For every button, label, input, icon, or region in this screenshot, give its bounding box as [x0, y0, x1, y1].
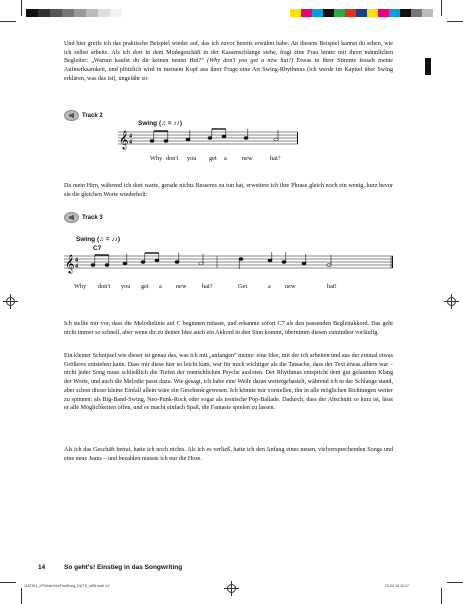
- crop-mark: [0, 582, 16, 583]
- color-swatch: [86, 9, 98, 17]
- lyric-word: get: [141, 283, 149, 290]
- lyric-word: you: [121, 283, 131, 290]
- svg-text:4: 4: [129, 139, 132, 146]
- paragraph-italic-text: (Why don't you get a new hat?): [207, 58, 294, 65]
- lyric-word: new: [285, 283, 296, 290]
- crop-mark: [441, 588, 442, 604]
- lyric-word: get: [209, 155, 217, 162]
- color-swatch: [334, 9, 345, 17]
- swing-indication: Swing (♫ = ♪♪): [76, 236, 121, 243]
- lyric-word: new: [242, 155, 253, 162]
- grayscale-color-bar: [26, 9, 122, 17]
- lyric-word: you: [187, 155, 197, 162]
- chord-symbol: C7: [93, 245, 102, 252]
- svg-text:4: 4: [75, 263, 78, 270]
- color-swatch: [312, 9, 323, 17]
- music-staff-example-1: [118, 126, 298, 156]
- svg-text:𝄞: 𝄞: [119, 130, 129, 149]
- crop-mark: [447, 582, 463, 583]
- running-footer-title: So geht's! Einstieg in das Songwriting: [64, 564, 183, 571]
- color-swatch: [389, 9, 400, 17]
- lyric-word: hat?: [270, 155, 281, 162]
- color-swatch: [38, 9, 50, 17]
- color-swatch: [367, 9, 378, 17]
- lyric-word: don't: [98, 283, 111, 290]
- color-swatch: [301, 9, 312, 17]
- color-swatch: [422, 9, 433, 17]
- paragraph-conclusion: [64, 446, 393, 463]
- color-swatch: [411, 9, 422, 17]
- color-swatch: [290, 9, 301, 17]
- paragraph-text: Ich stellte mir vor, dass die Melodielinie auf C beginnen müsste, und erkannte sofort C7 als den passenden Begleitakkord. Das geht nicht immer so schnell, aber wenn dir zu deiner Idee auch ein Akkord in den Sinn kommt, übernimm diesen zumindest vorläufig.: [64, 321, 393, 336]
- speaker-icon: [64, 110, 79, 121]
- paragraph-extension: [64, 182, 393, 199]
- music-staff-example-2: [64, 252, 393, 278]
- process-color-bar: [290, 9, 433, 17]
- lyric-word: a: [224, 155, 227, 162]
- color-swatch: [62, 9, 74, 17]
- color-swatch: [98, 9, 110, 17]
- crop-mark: [0, 21, 16, 22]
- color-swatch: [356, 9, 367, 17]
- lyric-word: Why: [74, 283, 87, 290]
- paragraph-text: Etwas in ihrer Stimme fesselt meine Aufmerksamkeit, und plötzlich wird in meinem Kopf aus ihrer Frage eine Art Swing-Rhythmus (ich werde im Kapitel über Swing erklären, was das ist), ungefähr so:: [64, 58, 394, 82]
- registration-mark-icon: [447, 297, 456, 306]
- paragraph-text: Ein kleiner Schnipsel wie dieser ist genau das, was ich mit „anfangen“ meine: eine Idee, mit der ich arbeiten und aus der einmal etwas Größeres entstehen kann. Dass mir diese hier so leicht kam, war für mich wichtiger als die Tatsache, dass der Text etwas albern war – nicht jeder Song muss schließlich die Tiefen der menschlichen Psyche ausloten. Der Rhythmus entspricht dem gut gelaunten Klang der Worte, und auch die Melodie passt dazu. Wie gesagt, ich habe eine Weile daran weitergebastelt, während ich in der Schlange stand, aber schon dieser kleine Einfall allein wäre ein Geschenk gewesen. Ich könnte mir vorstellen, ihn in alle möglichen Richtungen weiter zu spinnen: als Big-Band-Swing, Neo-Punk-Rock oder sogar als ironische Pop-Ballade. Dadurch, dass der Abschnitt so kurz ist, lässt er alle Möglichkeiten offen, und es macht einfach Spaß, die Fantasie spielen zu lassen.: [64, 353, 393, 412]
- registration-mark-icon: [227, 584, 236, 593]
- crop-mark: [447, 21, 463, 22]
- lyric-word: Get: [238, 283, 248, 290]
- svg-text:𝄞: 𝄞: [65, 254, 75, 273]
- svg-text:4: 4: [129, 133, 132, 140]
- paragraph-text: Da mein Hirn, während ich dort warte, gerade nichts Besseres zu tun hat, erweitere ich ihre Phrase gleich noch ein wenig, kurz bevor sie die gleichen Worte wiederholt:: [64, 183, 393, 198]
- track-label: Track 3: [82, 214, 103, 221]
- crop-mark: [21, 0, 22, 16]
- lyric-word: new: [176, 283, 187, 290]
- paragraph-text: Und hier greifs ich das praktische Beispiel wieder auf, das ich zuvor bereits erwähnt habe. An diesem Beispiel kannst du sehen, wie ich selbst arbeite. Als ich dort in dem Modegeschäft in der Kassenschlange stehe, fragt eine Frau hinter mir ihren männlichen Begleiter: „Warum kaufst du dir keinen neuen Hut?“: [64, 41, 393, 65]
- lyric-word: don't: [166, 155, 179, 162]
- speaker-icon: [64, 212, 79, 223]
- crop-mark: [21, 588, 22, 604]
- chapter-thumb-tab: [425, 58, 431, 75]
- crop-mark: [441, 0, 442, 16]
- color-swatch: [110, 9, 122, 17]
- paragraph-intro: [64, 40, 393, 84]
- print-slug-date: 23.03.16 10:17: [385, 584, 409, 588]
- color-swatch: [74, 9, 86, 17]
- track-label: Track 2: [82, 112, 103, 119]
- lyric-word: a: [268, 283, 271, 290]
- paragraph-melody: [64, 320, 393, 337]
- color-swatch: [50, 9, 62, 17]
- page-number: 14: [38, 564, 46, 571]
- paragraph-snippet: [64, 352, 393, 413]
- track-2-audio-link[interactable]: [64, 110, 103, 121]
- color-swatch: [323, 9, 334, 17]
- svg-text:4: 4: [75, 257, 78, 264]
- lyric-word: a: [159, 283, 162, 290]
- lyric-word: Why: [150, 155, 163, 162]
- color-swatch: [345, 9, 356, 17]
- color-swatch: [378, 9, 389, 17]
- track-3-audio-link[interactable]: [64, 212, 103, 223]
- lyric-word: hat!: [327, 283, 337, 290]
- print-slug-filename: 1157511_HTWriteYourFirstSong_DUTS_rd05.indd 14: [24, 584, 109, 588]
- paragraph-text: Als ich das Geschäft betrat, hatte ich noch nichts. Als ich es verließ, hatte ich den Anfang eines neuen, vielversprechenden Songs und eine neue Jeans – und bezahlen musste ich nur die Hose.: [64, 447, 393, 462]
- color-swatch: [400, 9, 411, 17]
- color-swatch: [26, 9, 38, 17]
- swing-indication: Swing (♫ = ♪♪): [138, 120, 183, 127]
- registration-mark-icon: [6, 297, 15, 306]
- lyric-word: hat?: [202, 283, 213, 290]
